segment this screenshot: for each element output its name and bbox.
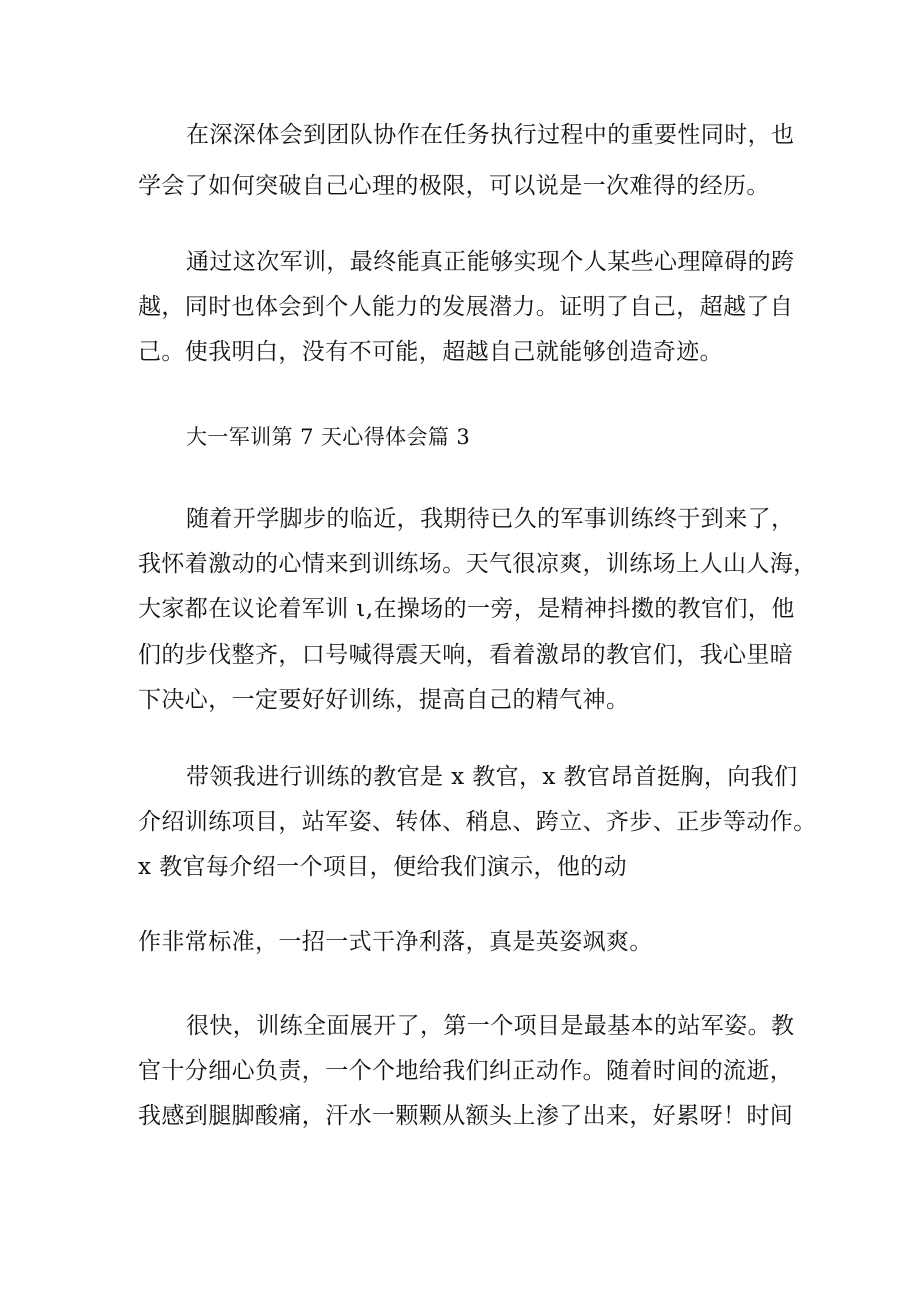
- paragraph-2-line-1: 通过这次军训，最终能真正能够实现个人某些心理障碍的跨: [186, 249, 795, 275]
- paragraph-3-line-3: 大家都在议论着军训 ι,在操场的一旁，是精神抖擞的教官们，他: [138, 596, 795, 622]
- paragraph-1-line-1: 在深深体会到团队协作在任务执行过程中的重要性同时，也: [186, 122, 795, 148]
- paragraph-2-line-3: 己。使我明白，没有不可能，超越自己就能够创造奇迹。: [138, 339, 723, 365]
- section-heading: 大一军训第 7 天心得体会篇 3: [186, 425, 471, 449]
- paragraph-3-line-1: 随着开学脚步的临近，我期待已久的军事训练终于到来了，: [186, 506, 795, 532]
- paragraph-3-line-2: 我怀着激动的心情来到训练场。天气很凉爽，训练场上人山人海，: [138, 551, 817, 577]
- paragraph-6-line-3: 我感到腿脚酸痛，汗水一颗颗从额头上渗了出来，好累呀！时间: [138, 1103, 794, 1129]
- paragraph-2-line-2: 越，同时也体会到个人能力的发展潜力。证明了自己，超越了自: [138, 294, 794, 320]
- paragraph-5-line-1: 作非常标准，一招一式干净利落，真是英姿飒爽。: [138, 929, 653, 955]
- paragraph-6-line-2: 官十分细心负责，一个个地给我们纠正动作。随着时间的流逝，: [138, 1058, 794, 1084]
- paragraph-3-line-5: 下决心，一定要好好训练，提高自己的精气神。: [138, 687, 630, 713]
- paragraph-3-line-4: 们的步伐整齐，口号喊得震天响，看着激昂的教官们，我心里暗: [138, 642, 794, 668]
- paragraph-4-line-2: 介绍训练项目，站军姿、转体、稍息、跨立、齐步、正步等动作。: [138, 809, 817, 835]
- paragraph-6-line-1: 很快，训练全面展开了，第一个项目是最基本的站军姿。教: [186, 1013, 795, 1039]
- paragraph-4-line-3: x 教官每介绍一个项目，便给我们演示，他的动: [138, 854, 628, 880]
- paragraph-1-line-2: 学会了如何突破自己心理的极限，可以说是一次难得的经历。: [138, 173, 770, 199]
- paragraph-4-line-1: 带领我进行训练的教官是 x 教官，x 教官昂首挺胸，向我们: [186, 764, 798, 790]
